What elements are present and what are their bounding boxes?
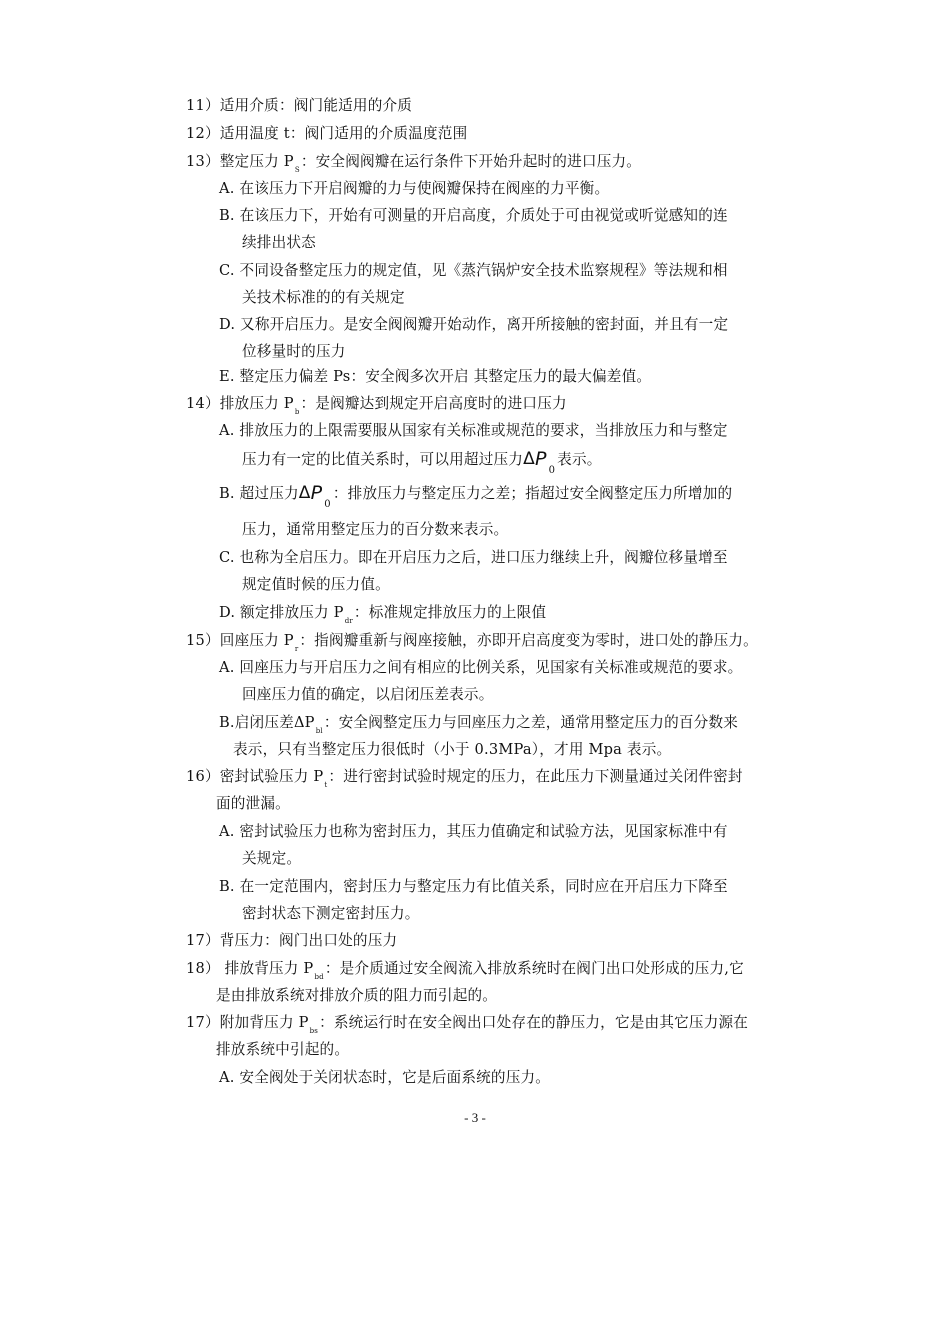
item-13-d: D. 又称开启压力。是安全阀阀瓣开始动作，离开所接触的密封面，并且有一定 <box>219 316 729 333</box>
item-16-b: B. 在一定范围内，密封压力与整定压力有比值关系，同时应在开启压力下降至 <box>219 878 728 895</box>
item-15-b-cont: 表示，只有当整定压力很低时（小于 0.3MPa），才用 Mpa 表示。 <box>233 741 672 758</box>
item-18 <box>186 959 744 981</box>
p-symbol: P <box>534 448 547 470</box>
item-13 <box>186 152 641 174</box>
subscript: 0 <box>548 465 556 476</box>
item-16-a: A. 密封试验压力也称为密封压力，其压力值确定和试验方法，见国家标准中有 <box>219 823 728 840</box>
text: ：指阀瓣重新与阀座接触，亦即开启高度变为零时，进口处的静压力。 <box>299 632 758 649</box>
item-16-b-cont: 密封状态下测定密封压力。 <box>242 905 420 922</box>
text: 17）附加背压力 P <box>186 1014 309 1031</box>
item-16 <box>186 767 743 789</box>
text: ：标准规定排放压力的上限值 <box>353 604 547 621</box>
delta-symbol: Δ <box>298 483 311 503</box>
item-14-c-cont: 规定值时候的压力值。 <box>242 576 390 593</box>
text: ：安全阀整定压力与回座压力之差，通常用整定压力的百分数来 <box>323 714 739 731</box>
page-number: - 3 - <box>464 1110 486 1125</box>
text: 表示。 <box>557 451 602 468</box>
p-symbol: P <box>310 482 323 504</box>
item-17-additional-a: A. 安全阀处于关闭状态时，它是后面系统的压力。 <box>219 1069 551 1086</box>
item-11: 11）适用介质：阀门能适用的介质 <box>186 97 413 114</box>
item-15-a: A. 回座压力与开启压力之间有相应的比例关系，见国家有关标准或规范的要求。 <box>219 659 743 676</box>
text: ：系统运行时在安全阀出口处存在的静压力，它是由其它压力源在 <box>319 1014 749 1031</box>
item-17-additional-cont: 排放系统中引起的。 <box>216 1041 350 1058</box>
subscript: dr <box>344 617 353 625</box>
text: 压力有一定的比值关系时，可以用超过压力 <box>242 451 524 468</box>
item-14-a: A. 排放压力的上限需要服从国家有关标准或规范的要求，当排放压力和与整定 <box>219 422 728 439</box>
item-13-d-cont: 位移量时的压力 <box>242 343 346 360</box>
item-13-c: C. 不同设备整定压力的规定值，见《蒸汽锅炉安全技术监察规程》等法规和相 <box>219 262 728 279</box>
text: 15）回座压力 P <box>186 632 294 649</box>
item-14-c: C. 也称为全启压力。即在开启压力之后，进口压力继续上升，阀瓣位移量增至 <box>219 549 728 566</box>
text: 13）整定压力 P <box>186 153 294 170</box>
subscript: S <box>294 166 300 174</box>
subscript: t <box>324 781 328 789</box>
item-17-additional <box>186 1013 748 1035</box>
item-13-c-cont: 关技术标准的的有关规定 <box>242 289 405 306</box>
item-14 <box>186 394 567 416</box>
text: ：安全阀阀瓣在运行条件下开始升起时的进口压力。 <box>300 153 642 170</box>
item-18-cont: 是由排放系统对排放介质的阻力而引起的。 <box>216 987 498 1004</box>
text: 18） 排放背压力 P <box>186 960 314 977</box>
text: B.启闭压差ΔP <box>219 714 315 731</box>
text: D. 额定排放压力 P <box>219 604 344 621</box>
item-15 <box>186 631 758 653</box>
item-13-b-cont: 续排出状态 <box>242 234 316 251</box>
subscript: b <box>294 408 300 416</box>
item-12: 12）适用温度 t：阀门适用的介质温度范围 <box>186 125 468 142</box>
subscript: 0 <box>324 499 331 510</box>
item-14-b <box>219 482 733 510</box>
item-16-cont: 面的泄漏。 <box>216 795 290 812</box>
text: 14）排放压力 P <box>186 395 294 412</box>
item-15-a-cont: 回座压力值的确定，以启闭压差表示。 <box>242 686 494 703</box>
subscript: bd <box>314 973 324 981</box>
item-16-a-cont: 关规定。 <box>242 850 302 867</box>
text: ：是阀瓣达到规定开启高度时的进口压力 <box>300 395 567 412</box>
text: ：进行密封试验时规定的压力，在此压力下测量通过关闭件密封 <box>328 768 743 785</box>
text: ：排放压力与整定压力之差；指超过安全阀整定压力所增加的 <box>332 485 733 502</box>
delta-symbol: Δ <box>523 449 535 469</box>
text: 16）密封试验压力 P <box>186 768 324 785</box>
item-14-b-cont: 压力，通常用整定压力的百分数来表示。 <box>242 521 509 538</box>
item-14-a-cont <box>242 448 602 476</box>
item-13-a: A. 在该压力下开启阀瓣的力与使阀瓣保持在阀座的力平衡。 <box>219 180 610 197</box>
subscript: r <box>294 645 299 653</box>
text: ：是介质通过安全阀流入排放系统时在阀门出口处形成的压力,它 <box>324 960 744 977</box>
item-13-e: E. 整定压力偏差 Ps：安全阀多次开启 其整定压力的最大偏差值。 <box>219 368 652 385</box>
subscript: bl <box>315 727 323 735</box>
subscript: bs <box>309 1027 319 1035</box>
text: B. 超过压力 <box>219 485 299 502</box>
item-17: 17）背压力：阀门出口处的压力 <box>186 932 398 949</box>
item-15-b <box>219 713 738 735</box>
item-13-b: B. 在该压力下，开始有可测量的开启高度，介质处于可由视觉或听觉感知的连 <box>219 207 728 224</box>
item-14-d <box>219 603 546 625</box>
